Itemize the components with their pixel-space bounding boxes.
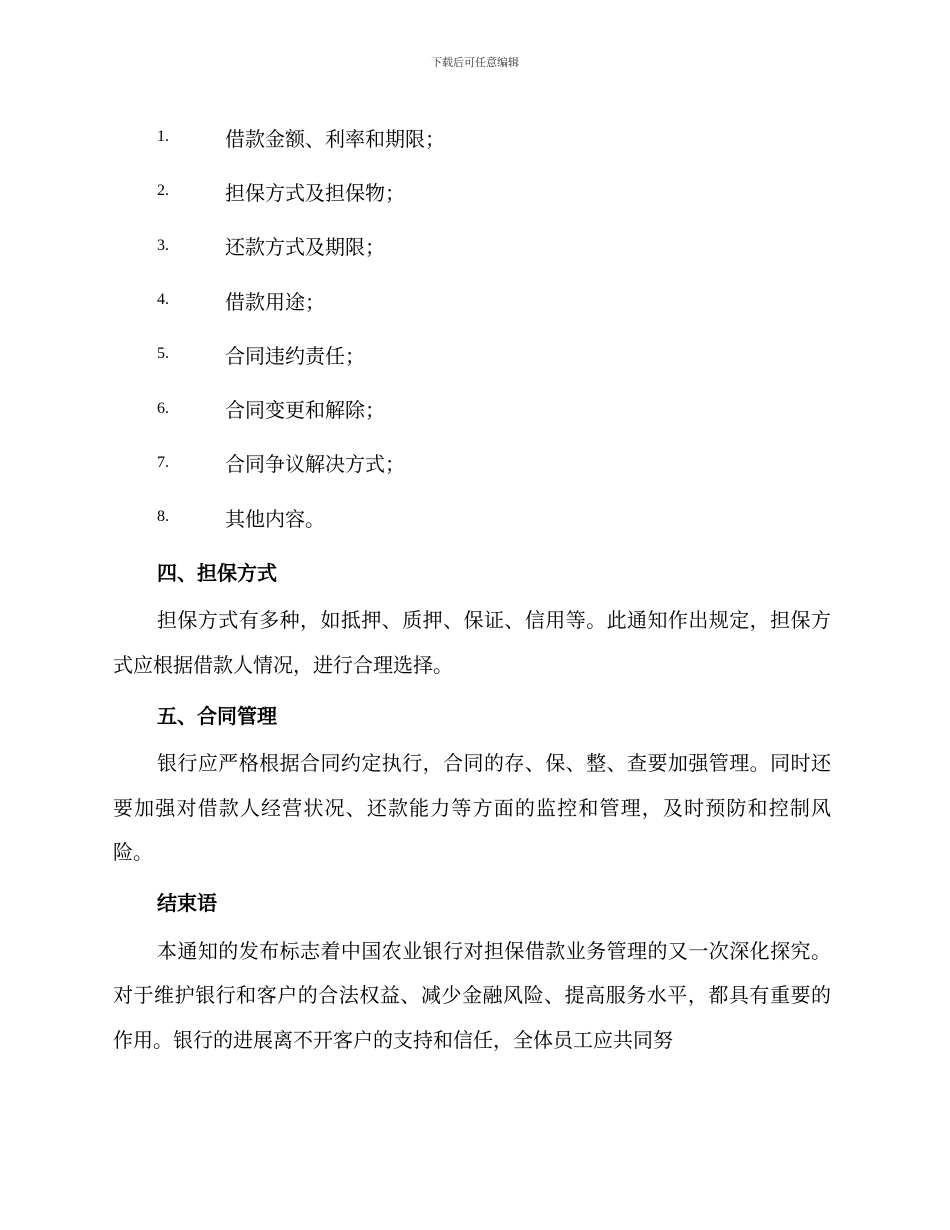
list-item-number: 3. (157, 236, 169, 254)
list-item-text: 合同争议解决方式； (225, 452, 405, 477)
section-heading-conclusion: 结束语 (157, 891, 217, 916)
list-item (113, 273, 831, 327)
section-heading-contract-management: 五、合同管理 (157, 703, 277, 728)
list-item-text: 借款金额、利率和期限； (225, 126, 445, 151)
list-item-text: 担保方式及担保物； (225, 180, 405, 205)
list-item-text: 还款方式及期限； (225, 235, 385, 260)
section-body-conclusion: 本通知的发布标志着中国农业银行对担保借款业务管理的又一次深化探究。对于维护银行和客户的合法权益、减少金融风险、提高服务水平，都具有重要的作用。银行的进展离不开客户的支持和信任，全体员工应共同努 (113, 938, 831, 1052)
list-item (113, 327, 831, 381)
header-note: 下载后可任意编辑 (431, 56, 519, 69)
list-item-number: 2. (157, 182, 169, 200)
list-item (113, 110, 831, 164)
section-body-guarantee-methods: 担保方式有多种，如抵押、质押、保证、信用等。此通知作出规定，担保方式应根据借款人情况，进行合理选择。 (113, 608, 831, 677)
list-item-number: 5. (157, 345, 169, 363)
list-item (113, 381, 831, 435)
list-item-number: 8. (157, 508, 169, 526)
list-item (113, 164, 831, 218)
document-body (113, 110, 831, 1062)
list-item-number: 6. (157, 399, 169, 417)
list-item-text: 其他内容。 (225, 506, 325, 531)
list-item (113, 436, 831, 490)
list-item-number: 1. (157, 128, 169, 146)
list-item (113, 219, 831, 273)
list-item-number: 4. (157, 291, 169, 309)
list-item-text: 合同变更和解除； (225, 398, 385, 423)
list-item-text: 合同违约责任； (225, 343, 365, 368)
list-item-text: 借款用途； (225, 289, 325, 314)
section-heading-guarantee-methods: 四、担保方式 (157, 560, 277, 585)
list-item (113, 490, 831, 544)
section-body-contract-management: 银行应严格根据合同约定执行，合同的存、保、整、查要加强管理。同时还要加强对借款人经营状况、还款能力等方面的监控和管理，及时预防和控制风险。 (113, 751, 831, 865)
list-item-number: 7. (157, 453, 169, 471)
contract-items-list (113, 110, 831, 544)
